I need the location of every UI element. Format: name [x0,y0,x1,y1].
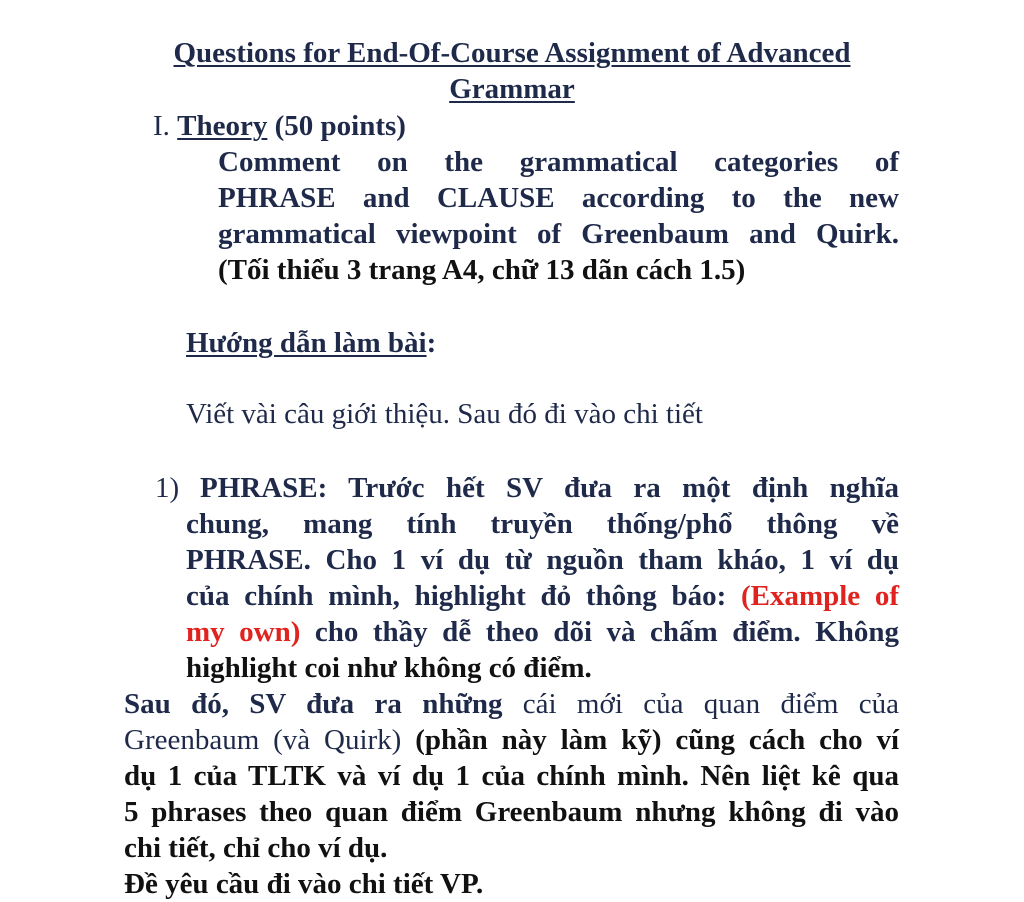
prompt-line: (Tối thiểu 3 trang A4, chữ 13 dãn cách 1.5) [218,254,746,286]
list-item-line: của chính mình, highlight đỏ thông báo: (Example of [186,580,900,612]
prompt-line: Comment on the grammatical categories of [218,146,899,178]
list-item-line: PHRASE: Trước hết SV đưa ra một định nghĩa [200,472,899,504]
list-item-line: chung, mang tính truyền thống/phổ thông về [186,508,899,540]
list-item-line: highlight coi như không có điểm. [186,652,592,684]
list-item-line: PHRASE. Cho 1 ví dụ từ nguồn tham kháo, 1 ví dụ [186,544,899,576]
paragraph-line: chi tiết, chỉ cho ví dụ. [124,832,388,864]
guide-heading: Hướng dẫn làm bài: [186,327,437,359]
example-highlight: my own) [186,616,301,648]
section-points: (50 points) [274,110,406,142]
section-heading [153,108,406,144]
page-title-line2: Grammar [449,73,575,105]
section-title: Theory [177,110,268,142]
list-number: 1) [155,472,180,504]
guide-intro: Viết vài câu giới thiệu. Sau đó đi vào chi tiết [186,398,703,430]
paragraph-line: dụ 1 của TLTK và ví dụ 1 của chính mình. Nên liệt kê qua [124,760,899,792]
prompt-line: PHRASE and CLAUSE according to the new [218,182,899,214]
paragraph-line: 5 phrases theo quan điểm Greenbaum nhưng không đi vào [124,796,899,828]
section-numeral: I. [153,110,170,142]
example-highlight: (Example of [740,580,900,612]
prompt-line: grammatical viewpoint of Greenbaum and Quirk. [218,218,899,250]
list-item-line: my own) cho thầy dễ theo dõi và chấm điểm. Không [186,616,899,648]
page-title: Questions for End-Of-Course Assignment of Advanced [173,37,851,69]
paragraph-line: Đề yêu cầu đi vào chi tiết VP. [124,868,484,900]
paragraph-line: Greenbaum (và Quirk) (phần này làm kỹ) cũng cách cho ví [124,724,899,756]
paragraph-line: Sau đó, SV đưa ra những cái mới của quan điểm của [124,688,900,720]
